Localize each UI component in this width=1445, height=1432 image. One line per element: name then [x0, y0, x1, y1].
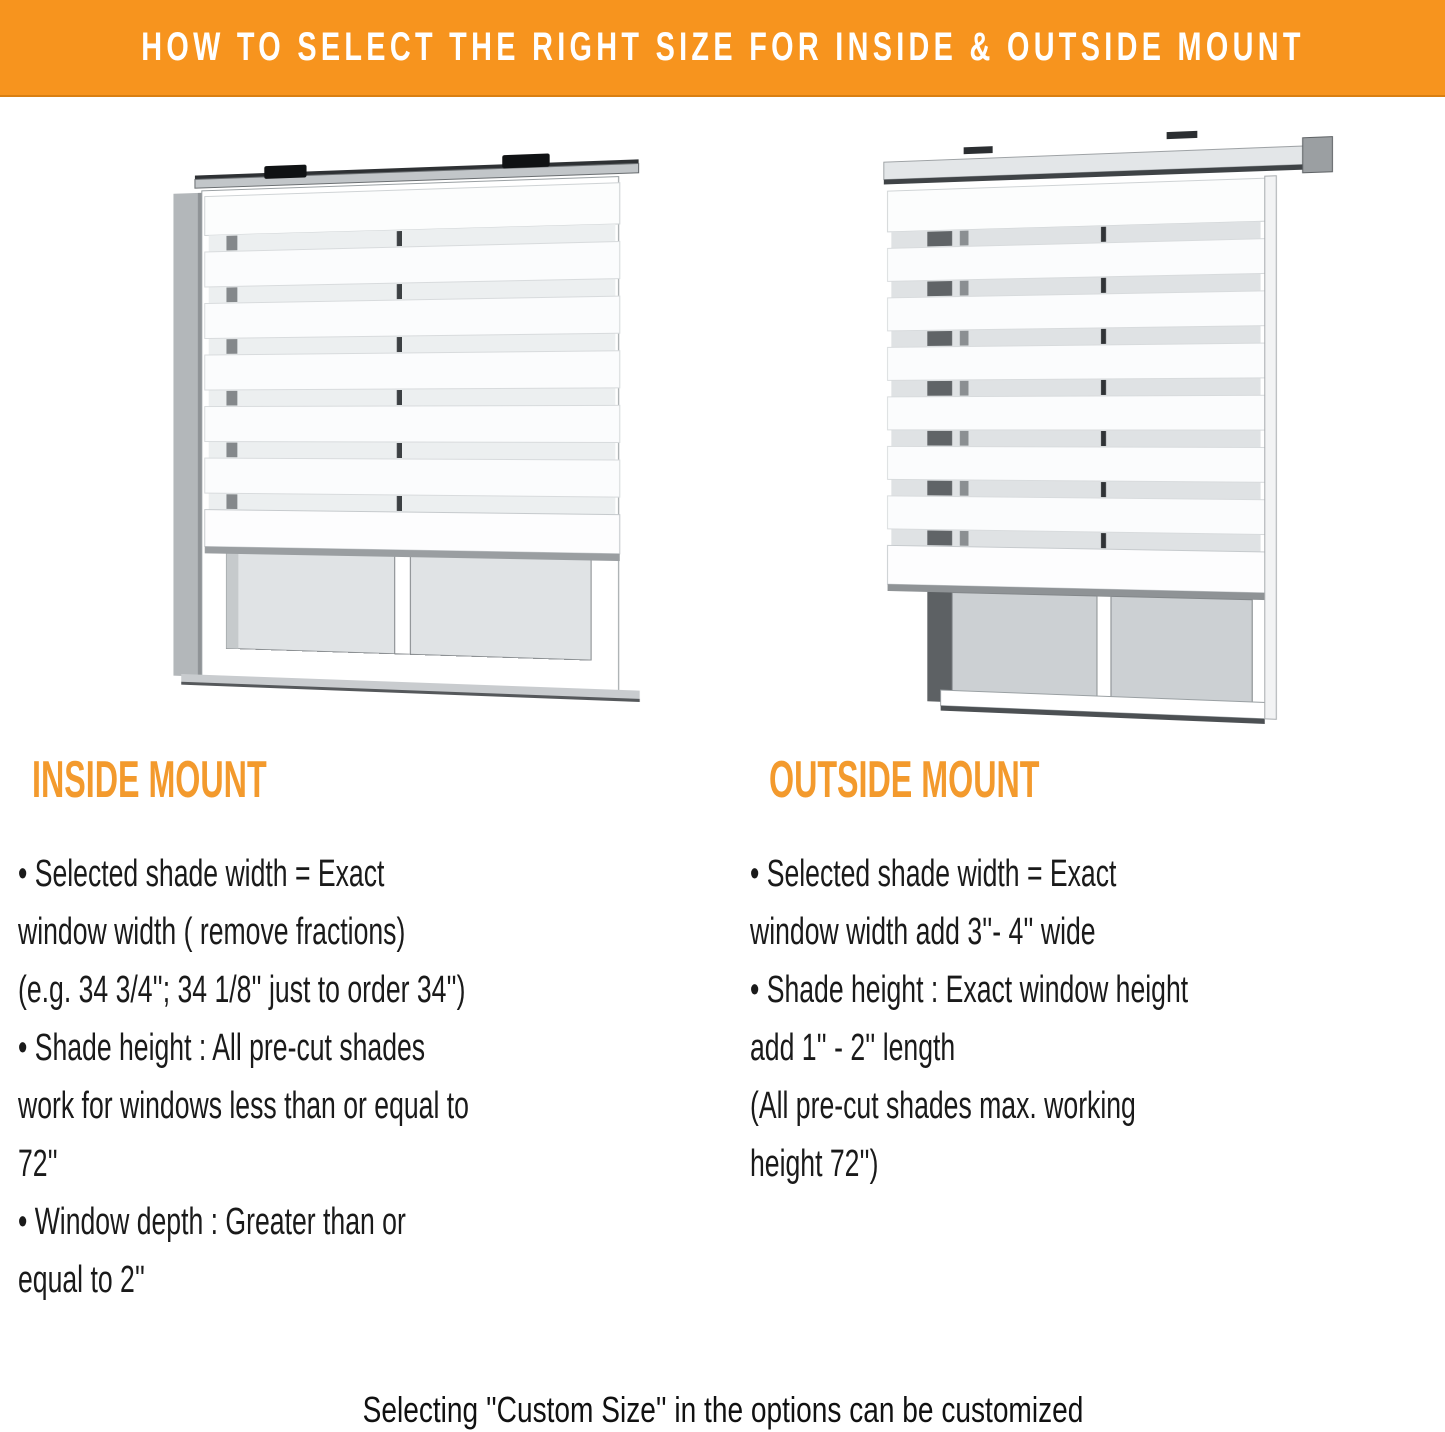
- bullet-line: window width ( remove fractions): [18, 911, 406, 953]
- bullet-line: equal to 2'': [18, 1259, 146, 1301]
- mount-clip-icon: [264, 165, 306, 179]
- bullet-line: work for windows less than or equal to: [18, 1085, 469, 1127]
- bullet-line: (e.g. 34 3/4''; 34 1/8'' just to order 34''): [18, 969, 466, 1011]
- inside-mount-illustration: [166, 136, 656, 716]
- inside-mount-section: [18, 752, 718, 1309]
- banner-title: HOW TO SELECT THE RIGHT SIZE FOR INSIDE & OUTSIDE MOUNT: [140, 25, 1305, 69]
- bullet-line: • Window depth : Greater than or: [18, 1201, 406, 1243]
- bullet-line: • Shade height : All pre-cut shades: [18, 1027, 426, 1069]
- zebra-blind: [888, 178, 1265, 600]
- window-frame: [927, 592, 1264, 724]
- inside-mount-bullets: [18, 845, 718, 1309]
- bullet-line: • Selected shade width = Exact: [18, 853, 385, 895]
- mount-clip-icon: [964, 146, 993, 154]
- window-mullion: [1097, 596, 1111, 697]
- bullet-line: • Selected shade width = Exact: [750, 853, 1117, 895]
- end-bracket: [1303, 137, 1333, 173]
- bullet-line: add 1'' - 2'' length: [750, 1027, 956, 1069]
- bullet-line: (All pre-cut shades max. working: [750, 1085, 1136, 1127]
- bullet-line: window width add 3''- 4'' wide: [750, 911, 1096, 953]
- side-rail: [1265, 176, 1277, 720]
- bottom-bar: [205, 510, 620, 554]
- outside-mount-bullets: [750, 845, 1445, 1193]
- bullet-line: height 72''): [750, 1143, 879, 1185]
- outside-mount-window-drawing: [869, 116, 1339, 737]
- outside-mount-section: [750, 752, 1445, 1193]
- footer: [0, 1388, 1445, 1432]
- inside-mount-window-drawing: [166, 136, 656, 716]
- mount-clip-icon: [502, 153, 549, 168]
- banner: [0, 0, 1445, 97]
- mount-clip-icon: [1167, 131, 1198, 139]
- zebra-blind: [205, 183, 620, 561]
- outside-mount-heading: OUTSIDE MOUNT: [769, 751, 1040, 809]
- bullet-line: 72'': [18, 1143, 58, 1185]
- inside-mount-heading: INSIDE MOUNT: [32, 751, 267, 809]
- footer-note: Selecting ''Custom Size'' in the options can be customized: [362, 1389, 1083, 1430]
- bullet-line: • Shade height : Exact window height: [750, 969, 1189, 1011]
- outside-mount-illustration: [869, 116, 1339, 737]
